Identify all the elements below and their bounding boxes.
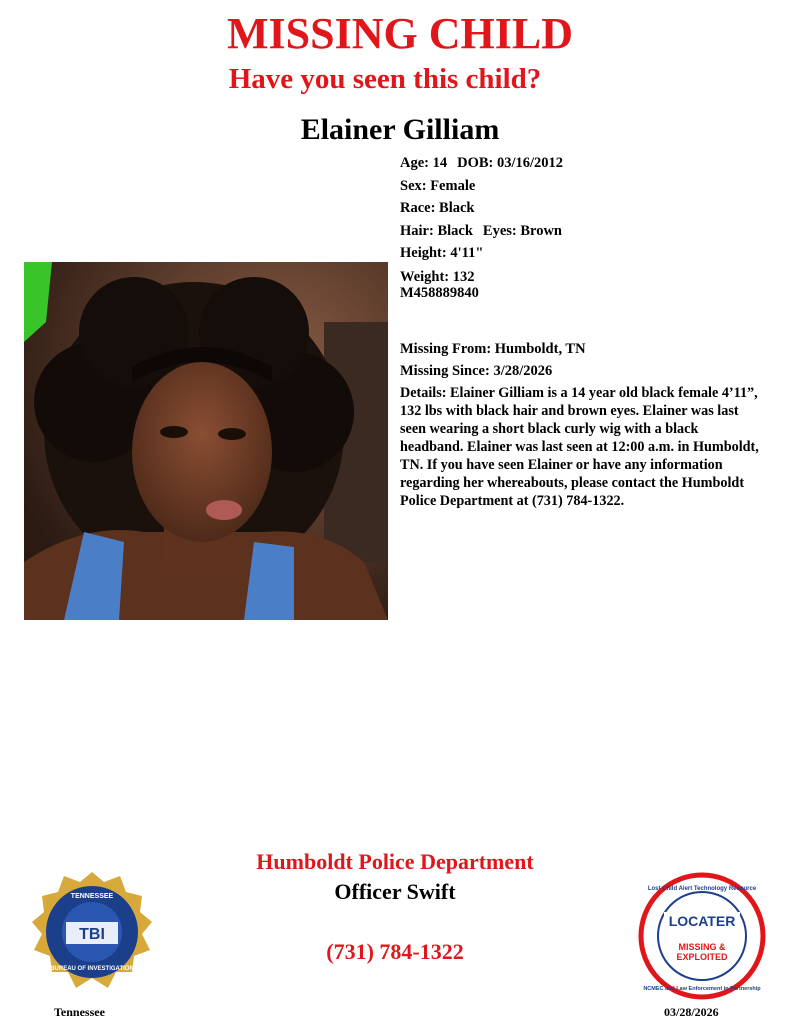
officer-name: Officer Swift: [334, 879, 456, 904]
hair: Hair: Black: [400, 222, 473, 239]
state-label: Tennessee: [54, 1005, 105, 1019]
tbi-center-text: TBI: [79, 926, 105, 943]
missing-details: Details: Elainer Gilliam is a 14 year old black female 4’11”, 132 lbs with black hair and brown eyes. Elainer was last seen wearing a short black curly wig with a black headband. Elainer was last seen at 12:00 a.m. in Humboldt, TN. If you have seen Elainer or have any information regarding her whereabouts, please contact the Humboldt Police Department at (731) 784-1322.: [400, 385, 759, 509]
race: Race: Black: [400, 200, 475, 216]
poster-subtitle: Have you seen this child?: [228, 63, 542, 95]
case-number: M458889840: [400, 284, 479, 301]
tbi-bottom-text: BUREAU OF INVESTIGATION: [50, 966, 134, 972]
eyes: Eyes: Brown: [482, 222, 562, 239]
weight: Weight: 132: [400, 268, 475, 285]
locater-logo: [638, 872, 766, 1000]
locater-top-text: Lost Child Alert Technology Resource: [647, 886, 757, 892]
department-name: Humboldt Police Department: [256, 849, 534, 874]
age-dob-row: [400, 152, 563, 175]
locater-name-text: LOCATER: [668, 913, 736, 929]
locater-bottom-text: NCMEC and Law Enforcement in Partnership: [643, 986, 761, 992]
locater-org2-text: EXPLOITED: [676, 952, 728, 962]
child-photo: [24, 262, 388, 620]
poster-date: 03/28/2026: [664, 1005, 719, 1019]
tbi-top-text: TENNESSEE: [70, 893, 114, 900]
missing-from: Missing From: Humboldt, TN: [400, 341, 586, 357]
missing-since: Missing Since: 3/28/2026: [400, 363, 553, 379]
missing-info: [400, 338, 586, 382]
tbi-badge-icon: [30, 870, 154, 994]
height: Height: 4'11": [400, 245, 484, 261]
sex: Sex: Female: [400, 177, 476, 194]
tbi-badge-logo: [30, 870, 154, 994]
dob: DOB: 03/16/2012: [457, 155, 564, 171]
locater-org1-text: MISSING &: [678, 942, 726, 952]
age: Age: 14: [400, 155, 448, 171]
child-name: Elainer Gilliam: [300, 113, 500, 146]
child-photo-illustration: [24, 262, 388, 620]
poster-title: MISSING CHILD: [227, 9, 573, 58]
contact-phone: (731) 784-1322: [326, 939, 464, 964]
child-facts: [400, 152, 563, 301]
hair-eyes-row: [400, 220, 563, 243]
locater-seal-icon: [638, 872, 766, 1000]
